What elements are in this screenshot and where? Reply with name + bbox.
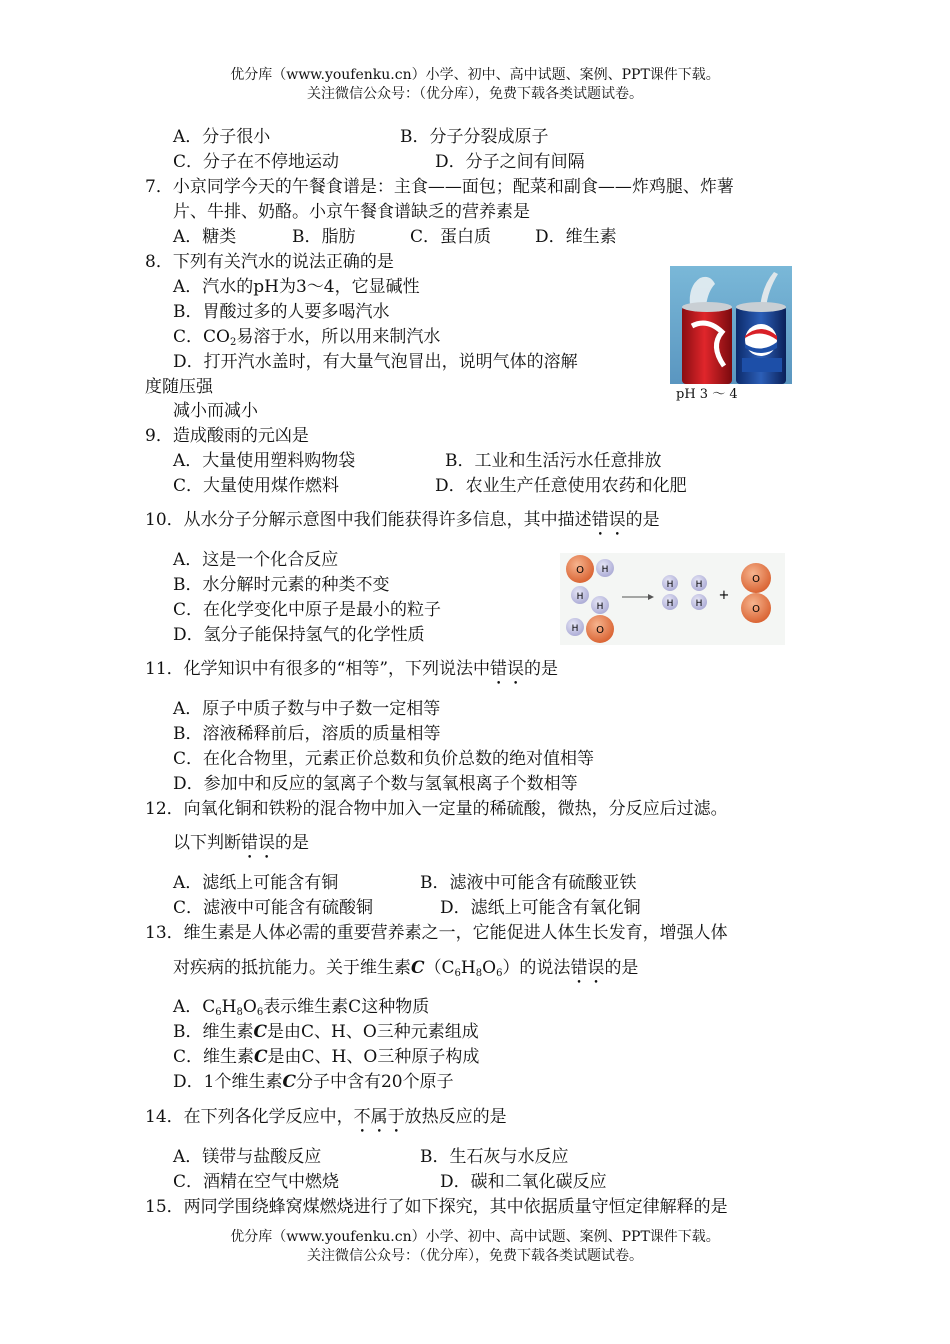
- q7-stem-line-1: 7．小京同学今天的午餐食谱是：主食——面包；配菜和副食——炸鸡腿、炸薯: [145, 177, 734, 197]
- q10-option-b: B．水分解时元素的种类不变: [173, 575, 390, 595]
- q11-option-b: B．溶液稀释前后，溶质的质量相等: [173, 724, 441, 744]
- svg-text:O: O: [752, 604, 760, 615]
- q9-stem: 9．造成酸雨的元凶是: [145, 426, 309, 446]
- svg-text:O: O: [576, 565, 584, 576]
- svg-text:H: H: [695, 580, 703, 590]
- svg-text:H: H: [695, 599, 703, 609]
- q7-option-a: A．糖类: [173, 227, 237, 247]
- q7-option-c: C．蛋白质: [410, 227, 492, 247]
- q12-option-b: B．滤液中可能含有硫酸亚铁: [420, 873, 637, 893]
- q7-option-d: D．维生素: [535, 227, 617, 247]
- q14-option-c: C．酒精在空气中燃烧: [173, 1172, 340, 1192]
- q9-option-c: C．大量使用煤作燃料: [173, 476, 340, 496]
- q9-option-d: D．农业生产任意使用农药和化肥: [435, 476, 687, 496]
- q8-option-c: C．$CO_2$易溶于水，所以用来制汽水: [173, 327, 441, 348]
- svg-text:H: H: [571, 624, 579, 634]
- q10-option-c: C．在化学变化中原子是最小的粒子: [173, 600, 442, 620]
- q13-option-c: C．维生素C是由C、H、O三种原子构成: [173, 1047, 480, 1067]
- q12-option-c: C．滤液中可能含有硫酸铜: [173, 898, 374, 918]
- q14-option-b: B．生石灰与水反应: [420, 1147, 569, 1167]
- q10-option-a: A．这是一个化合反应: [173, 550, 339, 570]
- q8-option-a: A．汽水的pH为3～4，它显碱性: [173, 277, 420, 297]
- q13-option-d: D．1个维生素C分子中含有20个原子: [173, 1072, 454, 1092]
- q14-option-a: A．镁带与盐酸反应: [173, 1147, 322, 1167]
- svg-text:H: H: [666, 599, 674, 609]
- q9-option-a: A．大量使用塑料购物袋: [173, 451, 356, 471]
- q8-option-d-line-1: D．打开汽水盖时，有大量气泡冒出，说明气体的溶解: [173, 352, 578, 372]
- q10-stem: 10．从水分子分解示意图中我们能获得许多信息，其中描述错误的是: [145, 510, 660, 530]
- header-line-1: 优分库（www.youfenku.cn）小学、初中、高中试题、案例、PPT课件下载。: [230, 67, 720, 83]
- q8-option-d-line-3: 减小而减小: [173, 401, 258, 421]
- q6-option-c: C．分子在不停地运动: [173, 152, 340, 172]
- svg-text:O: O: [596, 625, 604, 636]
- footer-line-1: 优分库（www.youfenku.cn）小学、初中、高中试题、案例、PPT课件下载。: [230, 1229, 720, 1245]
- q8-option-b: B．胃酸过多的人要多喝汽水: [173, 302, 390, 322]
- q11-option-c: C．在化合物里，元素正价总数和负价总数的绝对值相等: [173, 749, 595, 769]
- svg-text:H: H: [601, 565, 609, 575]
- q9-option-b: B．工业和生活污水任意排放: [445, 451, 662, 471]
- q13-option-a: A．$C_6H_8O_6$表示维生素C这种物质: [173, 997, 430, 1018]
- q14-option-d: D．碳和二氧化碳反应: [440, 1172, 607, 1192]
- soda-cans-image: [670, 266, 792, 384]
- q12-option-a: A．滤纸上可能含有铜: [173, 873, 339, 893]
- q11-option-d: D．参加中和反应的氢离子个数与氢氧根离子个数相等: [173, 774, 578, 794]
- q8-image-caption: pH 3 ～ 4: [676, 387, 738, 402]
- svg-text:H: H: [596, 602, 604, 612]
- q6-option-d: D．分子之间有间隔: [435, 152, 585, 172]
- q11-option-a: A．原子中质子数与中子数一定相等: [173, 699, 441, 719]
- water-decomposition-diagram: [560, 553, 785, 645]
- q13-stem-line-2: 对疾病的抵抗能力。关于维生素$C(C_6H_8O_6)$的说法错误的是: [173, 958, 639, 979]
- q6-option-a: A．分子很小: [173, 127, 271, 147]
- svg-text:H: H: [576, 592, 584, 602]
- footer-line-2: 关注微信公众号：（优分库），免费下载各类试题试卷。: [307, 1248, 643, 1264]
- q13-option-b: B．维生素C是由C、H、O三种元素组成: [173, 1022, 479, 1042]
- q8-option-d-line-2: 度随压强: [145, 377, 213, 397]
- q6-option-b: B．分子分裂成原子: [400, 127, 549, 147]
- q11-stem: 11．化学知识中有很多的“相等”，下列说法中错误的是: [145, 659, 559, 679]
- svg-text:O: O: [752, 574, 760, 585]
- q13-stem-line-1: 13．维生素是人体必需的重要营养素之一，它能促进人体生长发育，增强人体: [145, 923, 728, 943]
- q12-option-d: D．滤纸上可能含有氧化铜: [440, 898, 641, 918]
- plus-sign: +: [718, 588, 730, 603]
- svg-text:H: H: [666, 580, 674, 590]
- q12-stem-line-1: 12．向氧化铜和铁粉的混合物中加入一定量的稀硫酸，微热，分反应后过滤。: [145, 799, 728, 819]
- q12-stem-line-2: 以下判断错误的是: [173, 833, 309, 853]
- q7-stem-line-2: 片、牛排、奶酪。小京午餐食谱缺乏的营养素是: [173, 202, 530, 222]
- q14-stem: 14．在下列各化学反应中，不属于放热反应的是: [145, 1107, 507, 1127]
- q10-option-d: D．氢分子能保持氢气的化学性质: [173, 625, 425, 645]
- q7-option-b: B．脂肪: [292, 227, 356, 247]
- q8-stem: 8．下列有关汽水的说法正确的是: [145, 252, 394, 272]
- q15-stem: 15．两同学围绕蜂窝煤燃烧进行了如下探究，其中依据质量守恒定律解释的是: [145, 1197, 728, 1217]
- header-line-2: 关注微信公众号：（优分库），免费下载各类试题试卷。: [307, 86, 643, 102]
